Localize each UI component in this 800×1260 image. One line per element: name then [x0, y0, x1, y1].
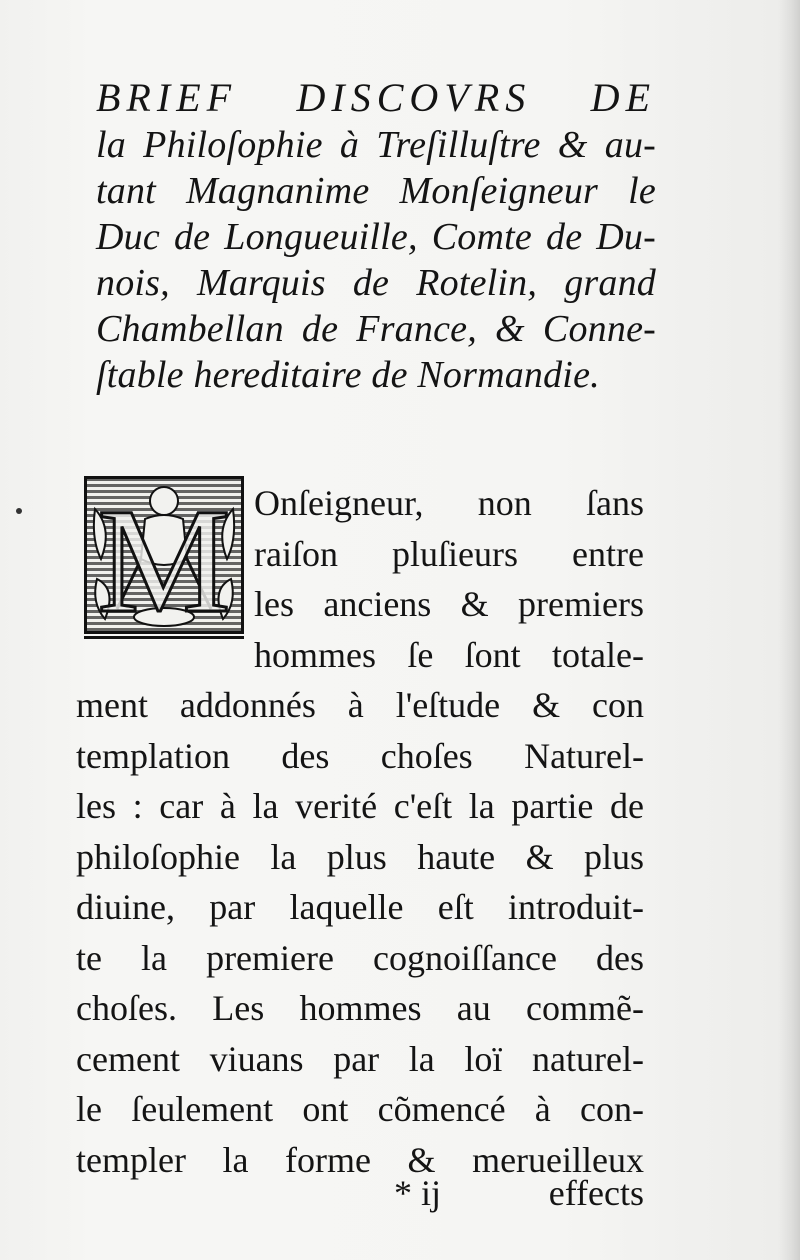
body-line-11: choſes. Les hommes au commẽ- [76, 988, 644, 1028]
title-line-1: BRIEF DISCOVRS DE [96, 75, 656, 120]
ink-speck [16, 508, 22, 514]
body-line-3: les anciens & premiers [254, 584, 644, 624]
body-line-5: ment addonnés à l'eſtude & con [76, 685, 644, 725]
body-line-2: raiſon pluſieurs entre [254, 533, 644, 574]
title-line-6: Chambellan de France, & Conne- [96, 308, 656, 350]
title-line-4: Duc de Longueuille, Comte de Du- [96, 216, 656, 258]
body-paragraph [76, 478, 644, 1185]
body-line-10: te la premiere cognoiſſance des [76, 937, 644, 978]
body-line-9: diuine, par laquelle eſt introduit- [76, 887, 644, 927]
body-line-8: philoſophie la plus haute & plus [76, 836, 644, 877]
initial-letter: M [97, 479, 231, 631]
page-footer [76, 1168, 644, 1218]
body-line-1: Onſeigneur, non ſans [254, 483, 644, 523]
title-line-5: nois, Marquis de Rotelin, grand [96, 262, 656, 304]
body-line-4: hommes ſe ſont totale- [254, 634, 644, 675]
title-line-2: la Philoſophie à Treſilluſtre & au- [96, 124, 656, 166]
title-line-7: ſtable hereditaire de Normandie. [96, 354, 600, 396]
page-edge-shadow [778, 0, 800, 1260]
body-line-12: cement viuans par la loï naturel- [76, 1038, 644, 1079]
body-line-7: les : car à la verité c'eſt la partie de [76, 786, 644, 826]
title-line-3: tant Magnanime Monſeigneur le [96, 170, 656, 212]
title-block [96, 74, 656, 398]
signature-mark: * ij [394, 1173, 442, 1213]
body-line-6: templation des choſes Naturel- [76, 735, 644, 776]
catchword: effects [548, 1173, 644, 1213]
body-line-13: le ſeulement ont cõmencé à con- [76, 1089, 644, 1129]
body-line-14: templer la forme & merueilleux [76, 1139, 644, 1180]
